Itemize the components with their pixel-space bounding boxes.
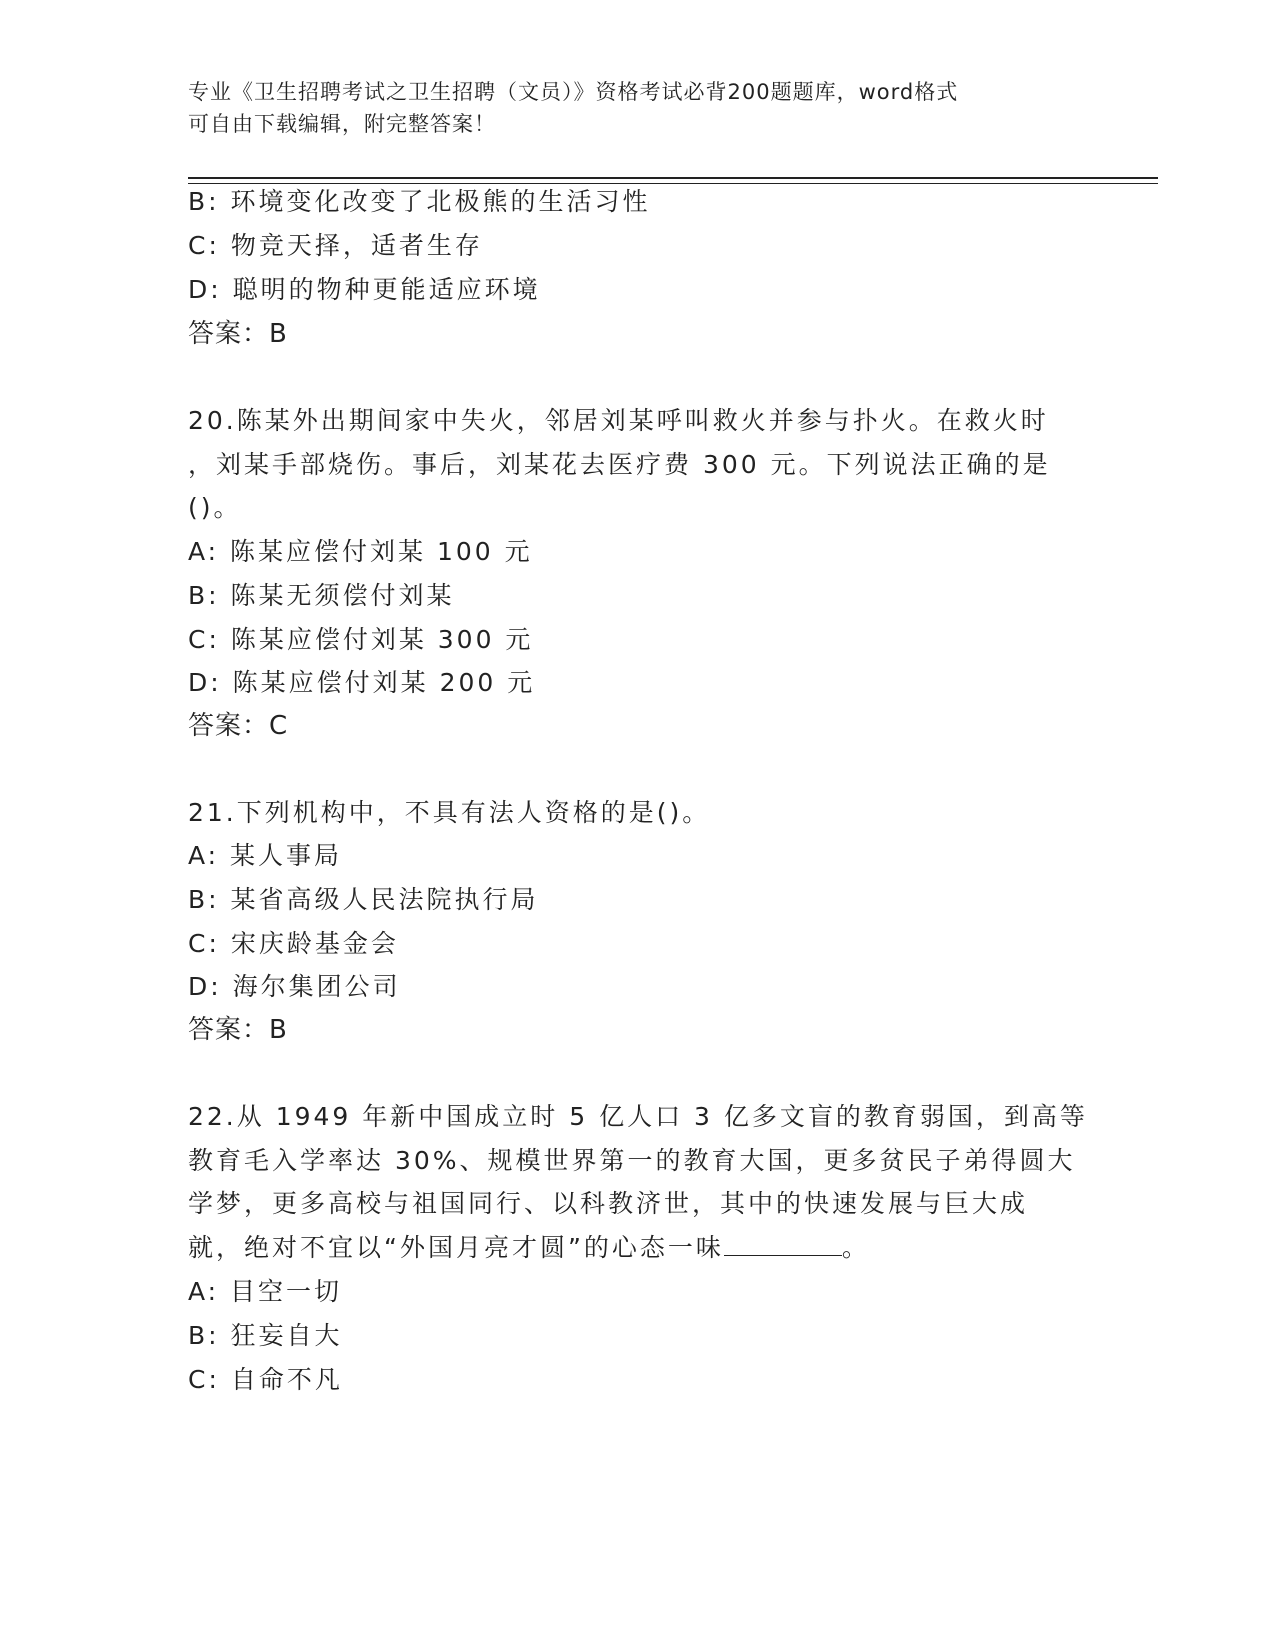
q22-stem-line-4-text: 就，绝对不宜以“外国月亮才圆”的心态一味 — [188, 1233, 724, 1262]
q19-answer: 答案：B — [188, 319, 288, 349]
q22-stem-line-1: 22.从 1949 年新中国成立时 5 亿人口 3 亿多文盲的教育弱国，到高等 — [188, 1102, 1088, 1131]
q20-stem-line-3: ()。 — [188, 493, 242, 522]
q20-stem-line-1: 20.陈某外出期间家中失火，邻居刘某呼叫救火并参与扑火。在救火时 — [188, 406, 1049, 435]
fill-in-blank — [724, 1229, 842, 1256]
q20-stem-line-2: ，刘某手部烧伤。事后，刘某花去医疗费 300 元。下列说法正确的是 — [188, 450, 1051, 479]
q21-option-b: B: 某省高级人民法院执行局 — [188, 885, 539, 914]
q19-option-d: D: 聪明的物种更能适应环境 — [188, 275, 541, 304]
q19-option-b: B: 环境变化改变了北极熊的生活习性 — [188, 187, 651, 216]
q22-stem-line-3: 学梦，更多高校与祖国同行、以科教济世，其中的快速发展与巨大成 — [188, 1189, 1029, 1218]
q21-option-a: A: 某人事局 — [188, 841, 343, 870]
q20-option-d: D: 陈某应偿付刘某 200 元 — [188, 668, 536, 697]
q22-option-b: B: 狂妄自大 — [188, 1321, 343, 1350]
q21-option-d: D: 海尔集团公司 — [188, 972, 401, 1001]
q20-option-c: C: 陈某应偿付刘某 300 元 — [188, 625, 534, 654]
q19-option-c: C: 物竞天择，适者生存 — [188, 231, 483, 260]
q20-option-a: A: 陈某应偿付刘某 100 元 — [188, 537, 533, 566]
q21-option-c: C: 宋庆龄基金会 — [188, 929, 399, 958]
q22-stem-line-4 — [188, 1225, 870, 1271]
q22-stem-line-4-end: 。 — [841, 1233, 870, 1262]
q22-option-a: A: 目空一切 — [188, 1277, 343, 1306]
document-header — [188, 76, 1088, 140]
q20-option-b: B: 陈某无须偿付刘某 — [188, 581, 455, 610]
q21-stem-line-1: 21.下列机构中，不具有法人资格的是()。 — [188, 798, 711, 827]
q20-answer: 答案：C — [188, 711, 289, 741]
q22-option-c: C: 自命不凡 — [188, 1365, 343, 1394]
header-title-line-1: 专业《卫生招聘考试之卫生招聘（文员）》资格考试必背200题题库，word格式 — [188, 80, 959, 104]
q21-answer: 答案：B — [188, 1015, 288, 1045]
q22-stem-line-2: 教育毛入学率达 30%、规模世界第一的教育大国，更多贫民子弟得圆大 — [188, 1146, 1076, 1175]
header-title-line-2: 可自由下载编辑，附完整答案！ — [188, 112, 496, 136]
